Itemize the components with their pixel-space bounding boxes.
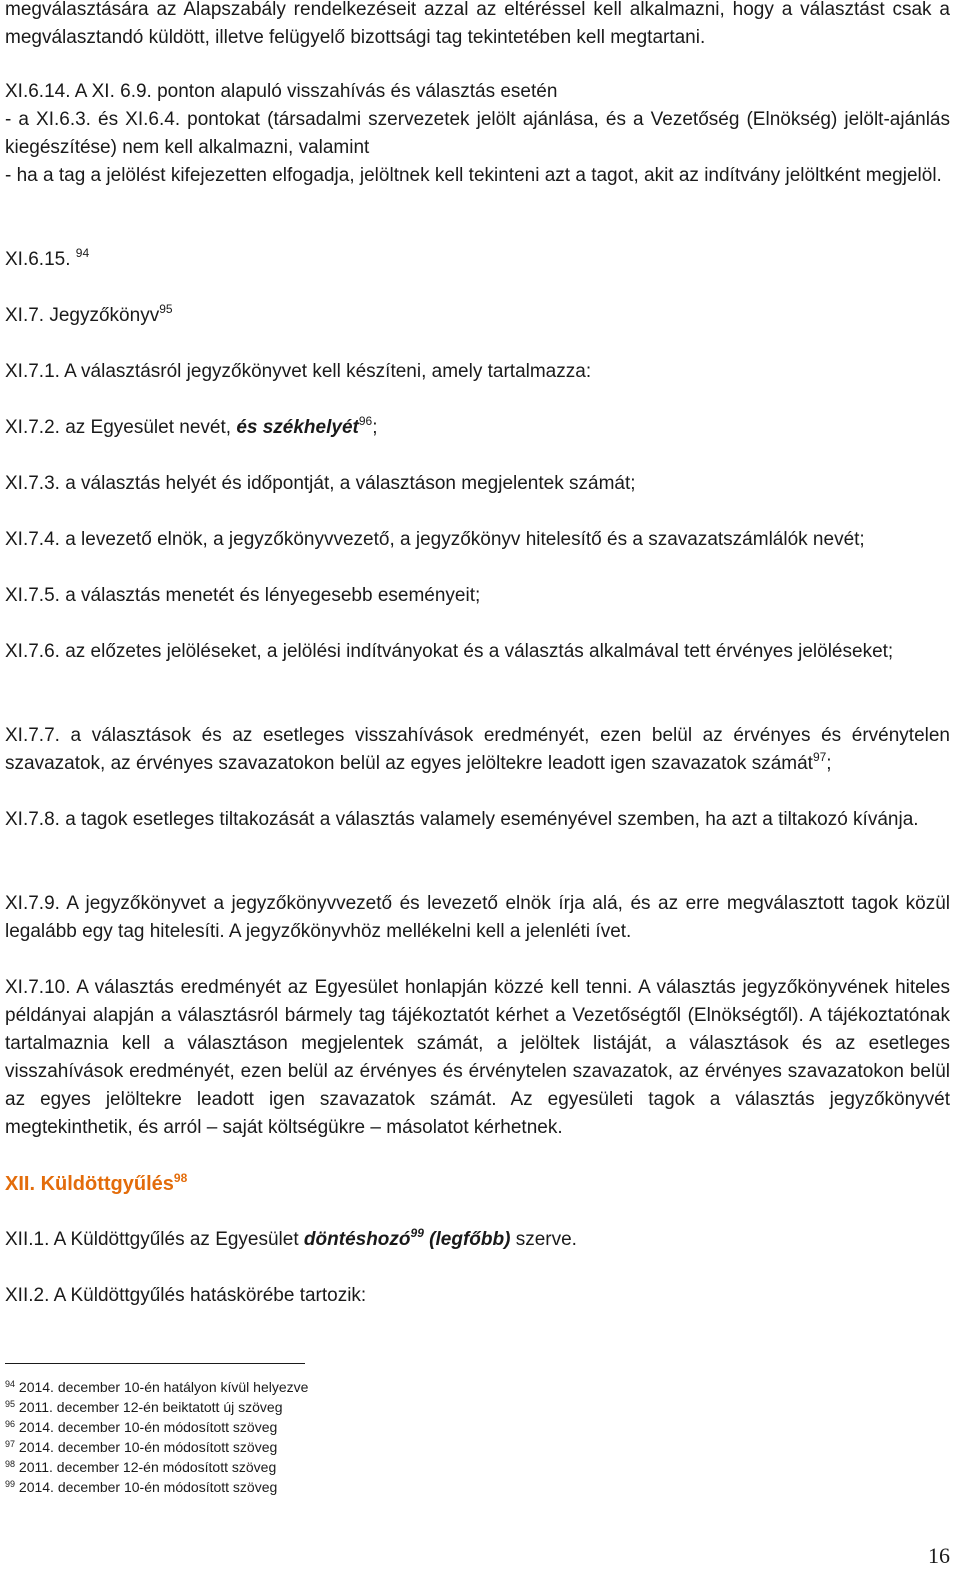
footnote-number: 96: [5, 1419, 16, 1429]
footnote-text: 2011. december 12-én beiktatott új szöveg: [18, 1399, 283, 1415]
section-xi-7-5: XI.7.5. a választás menetét és lényegesebb eseményeit;: [5, 585, 481, 606]
text-run: ;: [826, 753, 832, 774]
footnote-number: 94: [5, 1379, 16, 1389]
section-xi-6-14-item-2: - ha a tag a jelölést kifejezetten elfogadja, jelöltnek kell tekinteni azt a tagot, akit az indítvány jelöltként megjelöl.: [5, 165, 942, 186]
text-run: XI.7.7. a választások és az esetleges visszahívások eredményét, ezen belül az érvényes és érvénytelen szavazatok, az érvényes szavazatokon belül az egyes jelöltekre leadott igen szavazatok számát: [5, 725, 950, 774]
footnote-text: 2011. december 12-én módosított szöveg: [18, 1459, 277, 1475]
footnote: [5, 1437, 277, 1457]
section-xii-2: XII.2. A Küldöttgyűlés hatáskörébe tartozik:: [5, 1285, 367, 1306]
footnote-text: 2014. december 10-én módosított szöveg: [18, 1439, 278, 1455]
section-xi-7-2: [5, 414, 950, 442]
section-xi-6-15: [5, 246, 950, 274]
section-xi-7-3: XI.7.3. a választás helyét és időpontját, a választáson megjelentek számát;: [5, 473, 636, 494]
footnote: [5, 1377, 308, 1397]
section-xi-7-4: XI.7.4. a levezető elnök, a jegyzőkönyvvezető, a jegyzőkönyv hitelesítő és a szavazatszámlálók nevét;: [5, 529, 865, 550]
footnote-ref: 94: [75, 246, 90, 260]
footnote-ref: 98: [173, 1171, 188, 1185]
text-run: XI.7.2. az Egyesület nevét,: [5, 417, 237, 438]
footnote-ref: 95: [159, 302, 173, 316]
section-xi-7-8: XI.7.8. a tagok esetleges tiltakozását a választás valamely eseményével szemben, ha azt a tiltakozó kívánja.: [5, 809, 919, 830]
page-number: 16: [928, 1543, 950, 1568]
footnote-text: 2014. december 10-én módosított szöveg: [18, 1479, 278, 1495]
footnote-number: 95: [5, 1399, 16, 1409]
footnote-text: 2014. december 10-én hatályon kívül helyezve: [18, 1379, 309, 1395]
footnote: [5, 1477, 277, 1497]
footnote-ref: 97: [812, 750, 827, 764]
section-xi-7-title: [5, 302, 950, 330]
text-run: szerve.: [510, 1229, 577, 1250]
footnote-ref: 99: [410, 1226, 424, 1240]
emphasis: (legfőbb): [423, 1229, 511, 1250]
emphasis: döntéshozó: [303, 1229, 411, 1250]
section-xi-7-7: [5, 722, 950, 778]
chapter-title: XII. Küldöttgyűlés: [5, 1173, 174, 1195]
footnote-number: 98: [5, 1459, 16, 1469]
emphasis: és székhelyét: [236, 417, 359, 438]
footnote: [5, 1457, 276, 1477]
section-xi-7-9: XI.7.9. A jegyzőkönyvet a jegyzőkönyvvezető és levezető elnök írja alá, és az erre megválasztott tagok közül legalább egy tag hitelesíti. A jegyzőkönyvhöz mellékelni kell a jelenléti ívet.: [5, 893, 950, 942]
intro-paragraph: megválasztására az Alapszabály rendelkezéseit azzal az eltéréssel kell alkalmazni, hogy a választást csak a megválasztandó küldött, illetve felügyelő bizottsági tag tekintetében kell megtartani.: [5, 0, 950, 48]
footnote-ref: 96: [358, 414, 373, 428]
footnote: [5, 1397, 282, 1417]
section-title: XI.7. Jegyzőkönyv: [5, 305, 160, 326]
section-xi-7-1: XI.7.1. A választásról jegyzőkönyvet kell készíteni, amely tartalmazza:: [5, 361, 592, 382]
chapter-xii-heading: [5, 1170, 950, 1198]
section-xi-7-6: XI.7.6. az előzetes jelöléseket, a jelölési indítványokat és a választás alkalmával tett érvényes jelöléseket;: [5, 641, 894, 662]
section-xi-7-10: XI.7.10. A választás eredményét az Egyesület honlapján közzé kell tenni. A választás jegyzőkönyvének hiteles példányai alapján a választásról bármely tag tájékoztatót kérhet a Vezetőségtől (Elnökségtől). A tájékoztatónak tartalmaznia kell a választáson megjelentek számát, a jelöltek listáját, a választások és az esetleges visszahívások eredményét, ezen belül az érvényes és érvénytelen szavazatok, az érvényes szavazatokon belül az egyes jelöltekre leadott igen szavazatok számát. Az egyesületi tagok a választás jegyzőkönyvét megtekinthetik, és arról – saját költségükre – másolatot kérhetnek.: [5, 977, 950, 1138]
section-xii-1: [5, 1226, 950, 1254]
section-number: XI.6.15.: [5, 249, 71, 270]
text-run: ;: [372, 417, 378, 438]
section-xi-6-14-item-1: - a XI.6.3. és XI.6.4. pontokat (társadalmi szervezetek jelölt ajánlása, és a Vezetőség (Elnökség) jelölt-ajánlás kiegészítése) nem kell alkalmazni, valamint: [5, 109, 950, 158]
footnote-separator: [5, 1363, 305, 1364]
footnote-text: 2014. december 10-én módosított szöveg: [18, 1419, 278, 1435]
footnote: [5, 1417, 277, 1437]
section-xi-6-14-title: XI.6.14. A XI. 6.9. ponton alapuló visszahívás és választás esetén: [5, 81, 558, 102]
footnote-number: 97: [5, 1439, 16, 1449]
footnote-number: 99: [5, 1479, 16, 1489]
text-run: XII.1. A Küldöttgyűlés az Egyesület: [5, 1229, 304, 1250]
